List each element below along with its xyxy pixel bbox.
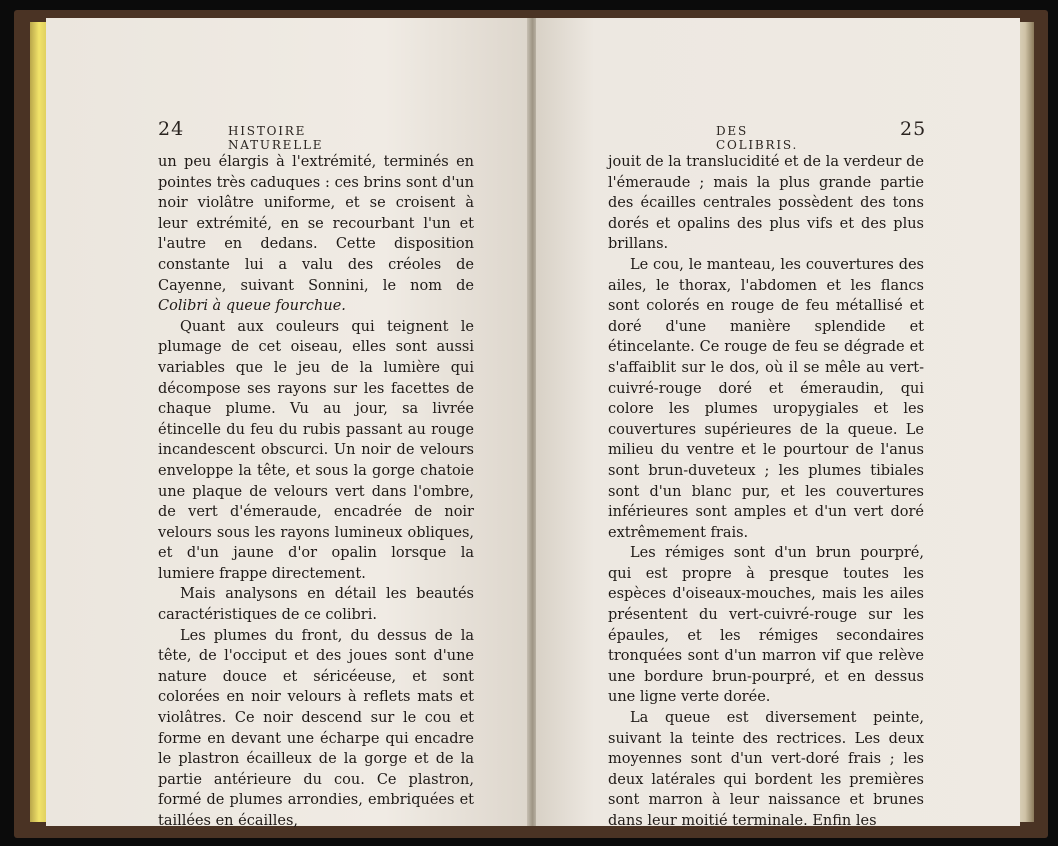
right-page xyxy=(536,18,1020,829)
right-running-head: DES COLIBRIS. xyxy=(716,124,799,152)
left-paragraph-1 xyxy=(158,152,474,317)
left-paragraph-2: Quant aux couleurs qui teignent le plumage de cet oiseau, elles sont aussi variables que le jeu de la lumière qui décompose ses rayons sur les facettes de chaque plume. Vu au jour, sa livrée étincelle du feu du rubis passant au rouge incandescent obscurci. Un noir de velours enveloppe la tête, et sous la gorge chatoie une plaque de velours vert dans l'ombre, de vert d'émeraude, encadrée de noir velours sous les rayons lumineux obliques, et d'un jaune d'or opalin lorsque la lumiere frappe directement. xyxy=(158,318,474,582)
left-page-number: 24 xyxy=(158,118,185,140)
italic-species-name: Colibri à queue fourchue. xyxy=(158,298,346,315)
right-paragraph-3: Les rémiges sont d'un brun pourpré, qui est propre à presque toutes les espèces d'oiseaux-mouches, mais les ailes présentent du vert-cuivré-rouge sur les épaules, et les rémiges secondaires tronquées sont d'un marron vif que relève une bordure brun-pourpré, et en dessus une ligne verte dorée. xyxy=(608,545,924,706)
left-paragraph-4: Les plumes du front, du dessus de la tête, de l'occiput et des joues sont d'une nature douce et séricéeuse, et sont colorées en noir velours à reflets mats et violâtres. Ce noir descend sur le cou et forme en devant une écharpe qui encadre le plastron écailleux de la gorge et de la partie antérieure du cou. Ce plastron, formé de plumes arrondies, embriquées et taillées en écailles, xyxy=(158,627,474,829)
left-paragraph-1-text: un peu élargis à l'extrémité, terminés en pointes très caduques : ces brins sont d'un noir violâtre uniforme, et se croisent à leur extrémité, en se recourbant l'un et l'autre en dedans. Cette disposition constante lui a valu des créoles de Cayenne, suivant Sonnini, le nom de xyxy=(158,154,474,294)
left-running-head: HISTOIRE NATURELLE xyxy=(228,124,324,152)
right-page-text xyxy=(608,152,924,832)
right-page-number: 25 xyxy=(900,118,927,140)
left-paragraph-3: Mais analysons en détail les beautés caractéristiques de ce colibri. xyxy=(158,586,474,624)
left-page xyxy=(46,18,530,829)
right-paragraph-1: jouit de la translucidité et de la verdeur de l'émeraude ; mais la plus grande partie des écailles centrales possèdent des tons dorés et opalins des plus vifs et des plus brillans. xyxy=(608,154,924,253)
right-paragraph-4: La queue est diversement peinte, suivant la teinte des rectrices. Les deux moyennes sont d'un vert-doré frais ; les deux latérales qui bordent les premières sont marron à leur naissance et brunes dans leur moitié terminale. Enfin les xyxy=(608,710,924,829)
right-paragraph-2: Le cou, le manteau, les couvertures des ailes, le thorax, l'abdomen et les flancs sont colorés en rouge de feu métallisé et doré d'une manière splendide et étincelante. Ce rouge de feu se dégrade et s'affaiblit sur le dos, où il se mêle au vert-cuivré-rouge doré et émeraudin, qui colore les plumes uropygiales et les couvertures supérieures de la queue. Le milieu du ventre et le pourtour de l'anus sont brun-duveteux ; les plumes tibiales sont d'un blanc pur, et les couvertures inférieures sont amples et d'un vert doré extrêmement frais. xyxy=(608,256,924,541)
left-page-text xyxy=(158,152,474,832)
